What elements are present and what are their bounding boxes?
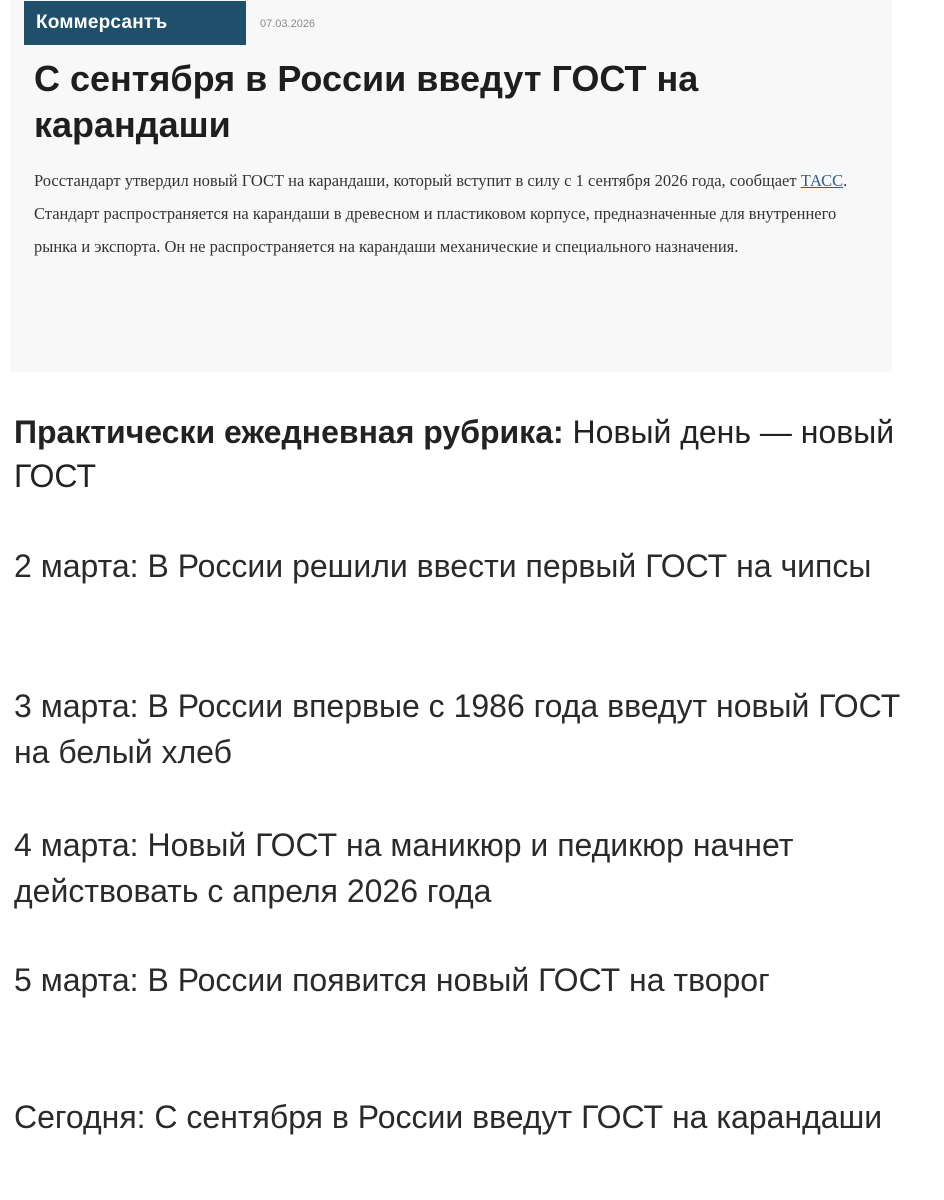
rubric-label: Практически ежедневная рубрика: bbox=[14, 414, 564, 450]
list-item: 3 марта: В России впервые с 1986 года введут новый ГОСТ на белый хлеб bbox=[14, 688, 901, 770]
brand-row bbox=[24, 0, 315, 46]
article-date: 07.03.2026 bbox=[260, 18, 316, 30]
list-item: Сегодня: С сентября в России введут ГОСТ на карандаши bbox=[14, 1099, 883, 1135]
rubric-heading bbox=[14, 410, 914, 498]
lead-text-end: . Стандарт распространяется на карандаши в древесном и пластиковом корпусе, предназначенные для внутреннего рынка и экспорта. Он не распространяется на карандаши механические и специального назначения. bbox=[34, 171, 848, 256]
list-item: 2 марта: В России решили ввести первый ГОСТ на чипсы bbox=[14, 548, 872, 584]
list-item: 5 марта: В России появится новый ГОСТ на творог bbox=[14, 962, 770, 998]
news-screenshot-card bbox=[10, 0, 892, 372]
brand-logo[interactable]: Коммерсантъ bbox=[24, 1, 246, 45]
article-headline[interactable]: С сентября в России введут ГОСТ на карандаши bbox=[34, 58, 699, 145]
rubric-text: Новый день — новый ГОСТ bbox=[14, 414, 895, 494]
source-link[interactable]: ТАСС bbox=[800, 171, 844, 190]
lead-text-start: Росстандарт утвердил новый ГОСТ на карандаши, который вступит в силу с 1 сентября 2026 года, сообщает bbox=[34, 171, 801, 190]
list-item: 4 марта: Новый ГОСТ на маникюр и педикюр начнет действовать с апреля 2026 года bbox=[14, 827, 794, 909]
article-lead bbox=[34, 164, 879, 263]
